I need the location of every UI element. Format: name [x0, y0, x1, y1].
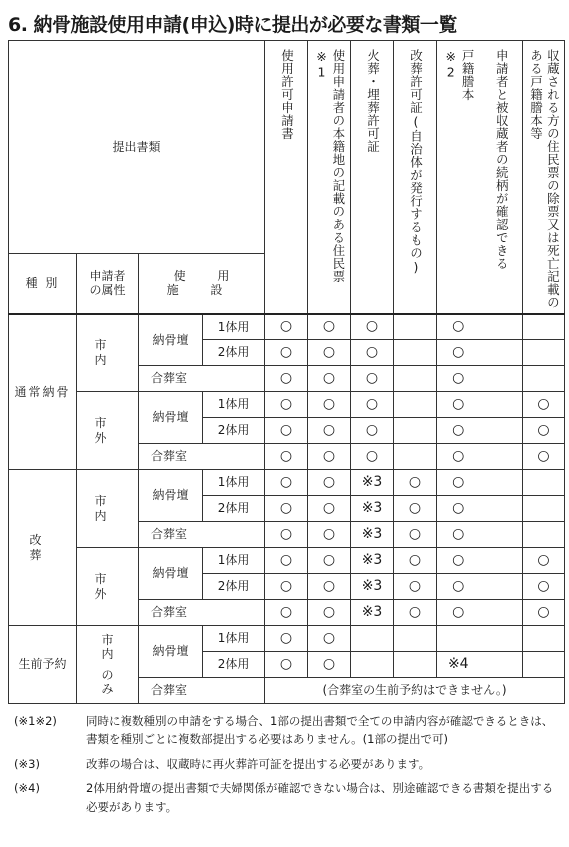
- mark: ○: [322, 656, 336, 673]
- mark-cell: [523, 600, 565, 626]
- mark: ○: [279, 422, 293, 439]
- mark: ○: [279, 474, 293, 491]
- mark-cell: [480, 574, 523, 600]
- attr-cell: 市 内 の み: [77, 626, 139, 704]
- mark-cell: [394, 470, 437, 496]
- facility-cell: 合葬室: [139, 366, 265, 392]
- size-cell: 2体用: [203, 496, 265, 522]
- size-cell: 1体用: [203, 626, 265, 652]
- mark: ○: [279, 318, 293, 335]
- mark-cell: [351, 600, 394, 626]
- mark-cell: [394, 548, 437, 574]
- attr-header: 申請者 の属性: [77, 254, 139, 314]
- facility-cell: 合葬室: [139, 678, 265, 704]
- no-prearrange-note: (合葬室の生前予約はできません。): [265, 678, 565, 704]
- mark: ○: [408, 500, 422, 517]
- mark: ○: [537, 396, 550, 413]
- size-cell: 2体用: [203, 652, 265, 678]
- mark: ○: [408, 552, 422, 569]
- mark: ○: [322, 448, 336, 465]
- mark: ○: [322, 630, 336, 647]
- mark: ○: [537, 422, 550, 439]
- mark-cell: [265, 392, 308, 418]
- mark-cell: [265, 496, 308, 522]
- facility-cell: 合葬室: [139, 600, 265, 626]
- mark: ○: [279, 604, 293, 621]
- mark-cell: [480, 444, 523, 470]
- mark-cell: [265, 470, 308, 496]
- mark: ○: [322, 396, 336, 413]
- size-cell: 2体用: [203, 340, 265, 366]
- mark: ○: [452, 578, 465, 595]
- mark: ○: [452, 448, 465, 465]
- mark: ○: [279, 500, 293, 517]
- doc-header-7: 収蔵される方の住民票の除票又は死亡記載のある戸籍謄本等: [528, 48, 561, 309]
- mark-cell: [437, 366, 480, 392]
- mark-cell: [265, 652, 308, 678]
- mark-cell: [351, 496, 394, 522]
- doc-header-6: 申請者と被収蔵者の続柄が確認できる: [494, 48, 510, 270]
- mark-cell: [523, 314, 565, 340]
- footnotes: [14, 712, 559, 822]
- mark: ○: [452, 422, 465, 439]
- facility-cell: 納骨壇: [139, 470, 203, 522]
- mark: ○: [322, 422, 336, 439]
- mark-cell: [437, 496, 480, 522]
- mark-cell: [480, 652, 523, 678]
- mark-cell: [308, 522, 351, 548]
- mark-cell: [437, 314, 480, 340]
- mark-cell: [523, 470, 565, 496]
- mark: ○: [322, 604, 336, 621]
- type-cell: 生前予約: [9, 626, 77, 704]
- page-title: 6. 納骨施設使用申請(申込)時に提出が必要な書類一覧: [8, 14, 457, 36]
- mark-cell: [437, 444, 480, 470]
- mark-cell: [351, 444, 394, 470]
- mark: ○: [365, 396, 379, 413]
- mark-cell: [351, 314, 394, 340]
- mark: ○: [452, 552, 465, 569]
- mark-cell: [351, 522, 394, 548]
- mark: ○: [322, 500, 336, 517]
- mark-cell: [308, 574, 351, 600]
- mark-cell: [308, 418, 351, 444]
- mark: ○: [537, 552, 550, 569]
- mark-cell: [394, 600, 437, 626]
- type-header: 種 別: [9, 254, 77, 314]
- doc-header-3: 火葬・埋葬許可証: [365, 48, 381, 153]
- mark-cell: [308, 392, 351, 418]
- mark: ○: [365, 422, 379, 439]
- mark-cell: [394, 418, 437, 444]
- mark-cell: [523, 444, 565, 470]
- mark-cell: [394, 366, 437, 392]
- mark: ○: [452, 318, 465, 335]
- mark: ※3: [361, 474, 383, 491]
- mark-cell: [265, 548, 308, 574]
- mark-cell: [523, 366, 565, 392]
- facility-cell: 納骨壇: [139, 626, 203, 678]
- mark: ○: [452, 500, 465, 517]
- mark-cell: [437, 418, 480, 444]
- mark: ○: [408, 604, 422, 621]
- mark-cell: [437, 522, 480, 548]
- mark-cell: [523, 626, 565, 652]
- size-cell: 1体用: [203, 548, 265, 574]
- mark-cell: [480, 314, 523, 340]
- mark: ○: [452, 370, 465, 387]
- mark-cell: [351, 366, 394, 392]
- footnote-3: (※4) 2体用納骨壇の提出書類で夫婦関係が確認できない場合は、別途確認できる書類を提出する必要があります。: [14, 781, 554, 814]
- mark-cell: [265, 574, 308, 600]
- mark-cell: [394, 314, 437, 340]
- doc-col-3: [351, 41, 394, 314]
- mark-cell: [308, 444, 351, 470]
- mark-cell: [437, 470, 480, 496]
- mark-cell: [265, 522, 308, 548]
- docs-label: 提出書類: [112, 139, 161, 154]
- mark: ○: [322, 552, 336, 569]
- mark-cell: [523, 340, 565, 366]
- mark: ○: [322, 578, 336, 595]
- mark: ○: [452, 344, 465, 361]
- mark: ○: [452, 474, 465, 491]
- mark: ○: [322, 344, 336, 361]
- mark-cell: [351, 652, 394, 678]
- mark-cell: [265, 600, 308, 626]
- mark-cell: [394, 392, 437, 418]
- doc-header-4: 改葬許可証(自治体が発行するもの): [408, 48, 424, 275]
- mark-cell: [394, 340, 437, 366]
- mark-cell: [523, 522, 565, 548]
- mark-cell: [394, 522, 437, 548]
- footnote-2: (※3) 改葬の場合は、収蔵時に再火葬許可証を提出する必要があります。: [14, 756, 431, 771]
- doc-header-5: 戸籍謄本 ※2: [443, 48, 476, 101]
- mark: ○: [452, 396, 465, 413]
- mark-cell: [437, 574, 480, 600]
- mark-cell: [523, 652, 565, 678]
- type-cell: 改 葬: [9, 470, 77, 626]
- mark: ○: [452, 604, 465, 621]
- mark-cell: [480, 626, 523, 652]
- mark: ※3: [361, 500, 383, 517]
- mark: ○: [279, 578, 293, 595]
- mark: ○: [365, 448, 379, 465]
- mark: ○: [279, 526, 293, 543]
- facility-header: 使 用 施 設: [139, 254, 265, 314]
- mark: ○: [365, 344, 379, 361]
- mark: ○: [537, 448, 550, 465]
- facility-cell: 納骨壇: [139, 392, 203, 444]
- mark-cell: [351, 340, 394, 366]
- mark: ○: [279, 448, 293, 465]
- mark: ※3: [361, 604, 383, 621]
- doc-col-5: [437, 41, 480, 314]
- mark: ○: [365, 370, 379, 387]
- mark-cell: [308, 626, 351, 652]
- mark: ○: [408, 526, 422, 543]
- mark: ○: [365, 318, 379, 335]
- mark-cell: [437, 600, 480, 626]
- mark-cell: [351, 548, 394, 574]
- mark-cell: [394, 444, 437, 470]
- attr-cell: 市 外: [77, 548, 139, 626]
- mark: ○: [452, 526, 465, 543]
- mark-cell: [308, 496, 351, 522]
- doc-col-7: [523, 41, 565, 314]
- mark-cell: [394, 626, 437, 652]
- attr-cell: 市 内: [77, 314, 139, 392]
- mark-cell: [480, 470, 523, 496]
- mark-cell: [351, 470, 394, 496]
- doc-col-1: [265, 41, 308, 314]
- facility-cell: 合葬室: [139, 444, 265, 470]
- mark: ○: [322, 474, 336, 491]
- mark-cell: [437, 340, 480, 366]
- mark-cell: [308, 548, 351, 574]
- mark-cell: [437, 548, 480, 574]
- mark-cell: [480, 496, 523, 522]
- mark-cell: [437, 626, 480, 652]
- mark: ○: [322, 526, 336, 543]
- footnote-1: (※1※2) 同時に複数種別の申請をする場合、1部の提出書類で全ての申請内容が確認できるときは、書類を種別ごとに複数部提出する必要はありません。(1部の提出で可): [14, 714, 554, 747]
- doc-col-6: [480, 41, 523, 314]
- size-cell: 1体用: [203, 392, 265, 418]
- mark-cell: [394, 574, 437, 600]
- attr-cell: 市 外: [77, 392, 139, 470]
- mark: ○: [322, 370, 336, 387]
- mark: ○: [408, 578, 422, 595]
- size-cell: 2体用: [203, 574, 265, 600]
- mark-cell: [523, 418, 565, 444]
- mark-cell: [480, 366, 523, 392]
- mark-cell: [480, 392, 523, 418]
- mark-cell: [308, 652, 351, 678]
- mark-cell: [308, 366, 351, 392]
- mark: ○: [279, 630, 293, 647]
- mark-cell: [265, 366, 308, 392]
- doc-header-2: 使用申請者の本籍地の記載のある住民票 ※1: [314, 48, 346, 283]
- documents-table: [8, 40, 565, 704]
- mark-cell: [480, 522, 523, 548]
- mark: ※3: [361, 526, 383, 543]
- docs-label-cell: [9, 41, 265, 254]
- mark-cell: [265, 626, 308, 652]
- mark-cell: [523, 496, 565, 522]
- attr-cell: 市 内: [77, 470, 139, 548]
- mark-cell: [523, 574, 565, 600]
- mark-cell: [351, 626, 394, 652]
- type-cell: 通常納骨: [9, 314, 77, 470]
- mark-cell: [308, 600, 351, 626]
- doc-col-2: [308, 41, 351, 314]
- mark-cell: [523, 548, 565, 574]
- mark-cell: [480, 340, 523, 366]
- doc-header-1: 使用許可申請書: [279, 48, 295, 140]
- mark-cell: [265, 340, 308, 366]
- mark-cell: [308, 314, 351, 340]
- size-cell: 1体用: [203, 470, 265, 496]
- mark: ○: [279, 396, 293, 413]
- mark: ○: [279, 656, 293, 673]
- size-cell: 1体用: [203, 314, 265, 340]
- mark-cell: [265, 418, 308, 444]
- mark-cell: [480, 418, 523, 444]
- mark: ○: [279, 370, 293, 387]
- mark: ○: [537, 604, 550, 621]
- mark-cell: [437, 392, 480, 418]
- facility-cell: 納骨壇: [139, 548, 203, 600]
- mark-cell: [265, 314, 308, 340]
- mark: ○: [537, 578, 550, 595]
- mark-cell: [480, 548, 523, 574]
- mark-cell: [351, 392, 394, 418]
- mark: ※4: [447, 656, 469, 673]
- mark-cell: [437, 652, 480, 678]
- size-cell: 2体用: [203, 418, 265, 444]
- mark: ※3: [361, 552, 383, 569]
- facility-cell: 合葬室: [139, 522, 265, 548]
- mark: ○: [279, 552, 293, 569]
- mark-cell: [308, 470, 351, 496]
- mark-cell: [394, 496, 437, 522]
- mark-cell: [351, 418, 394, 444]
- mark-cell: [523, 392, 565, 418]
- mark-cell: [480, 600, 523, 626]
- mark-cell: [394, 652, 437, 678]
- mark: ※3: [361, 578, 383, 595]
- mark-cell: [265, 444, 308, 470]
- facility-cell: 納骨壇: [139, 314, 203, 366]
- mark-cell: [308, 340, 351, 366]
- mark-cell: [351, 574, 394, 600]
- mark: ○: [322, 318, 336, 335]
- doc-col-4: [394, 41, 437, 314]
- mark: ○: [279, 344, 293, 361]
- mark: ○: [408, 474, 422, 491]
